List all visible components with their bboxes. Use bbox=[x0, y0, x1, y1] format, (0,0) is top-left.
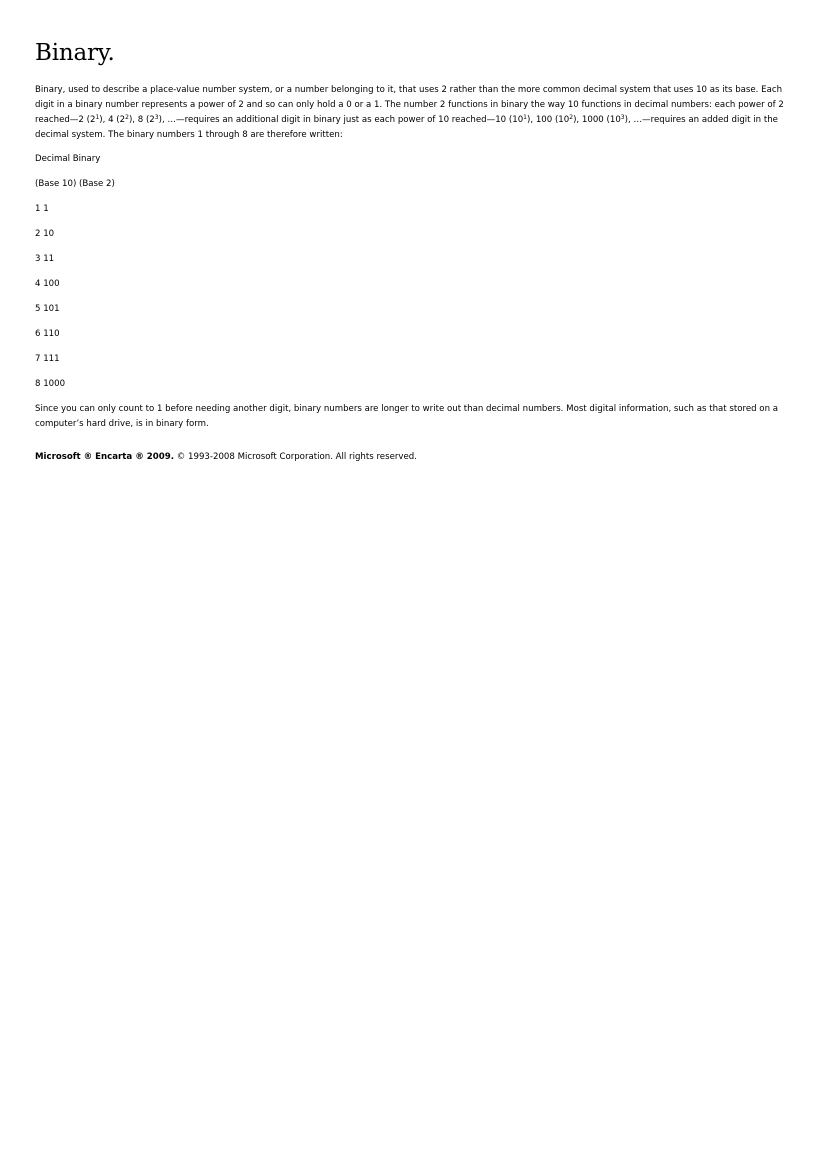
table-row: 8 1000 bbox=[35, 379, 66, 389]
intro-text: ), …—requires an added digit in the decimal system. The binary numbers 1 through 8 are therefore written: bbox=[35, 115, 778, 140]
table-header-line: Decimal Binary bbox=[35, 154, 101, 164]
footer-copyright: © 1993-2008 Microsoft Corporation. All rights reserved. bbox=[173, 452, 417, 462]
intro-paragraph bbox=[35, 83, 790, 143]
table-row: 2 10 bbox=[35, 229, 55, 239]
table-row: 5 101 bbox=[35, 304, 60, 314]
article-title: Binary. bbox=[35, 40, 115, 66]
intro-text: ), 8 (2 bbox=[128, 115, 155, 125]
intro-text: ), …—requires an additional digit in binary just as each power of 10 reached—10 (10 bbox=[158, 115, 524, 125]
table-row: 4 100 bbox=[35, 279, 60, 289]
table-row: 3 11 bbox=[35, 254, 55, 264]
superscript: 3 bbox=[620, 114, 625, 121]
superscript: 2 bbox=[125, 114, 129, 121]
intro-text: ), 1000 (10 bbox=[573, 115, 621, 125]
intro-text: ), 100 (10 bbox=[527, 115, 570, 125]
table-subheader-line: (Base 10) (Base 2) bbox=[35, 179, 115, 189]
table-row: 6 110 bbox=[35, 329, 60, 339]
superscript: 3 bbox=[154, 114, 159, 121]
table-row: 1 1 bbox=[35, 204, 49, 214]
closing-paragraph: Since you can only count to 1 before needing another digit, binary numbers are longer to write out than decimal numbers. Most digital information, such as that stored on a computer’s hard drive, is in binary form. bbox=[35, 404, 779, 429]
footer-source: Microsoft ® Encarta ® 2009. bbox=[35, 452, 174, 462]
footer-attribution bbox=[35, 450, 790, 465]
intro-text: ), 4 (2 bbox=[99, 115, 126, 125]
intro-text: Binary, used to describe a place-value number system, or a number belonging to it, that uses 2 rather than the more common decimal system that uses 10 as its base. Each digit in a binary number represents a power of 2 and so can only hold a 0 or a 1. The number 2 functions in binary the way 10 functions in decimal numbers: each power of 2 reached—2 (2 bbox=[35, 85, 784, 125]
table-row: 7 111 bbox=[35, 354, 60, 364]
superscript: 1 bbox=[523, 114, 527, 121]
binary-table bbox=[35, 152, 790, 392]
superscript: 2 bbox=[569, 114, 574, 121]
superscript: 1 bbox=[95, 114, 100, 121]
document-page bbox=[35, 38, 790, 465]
